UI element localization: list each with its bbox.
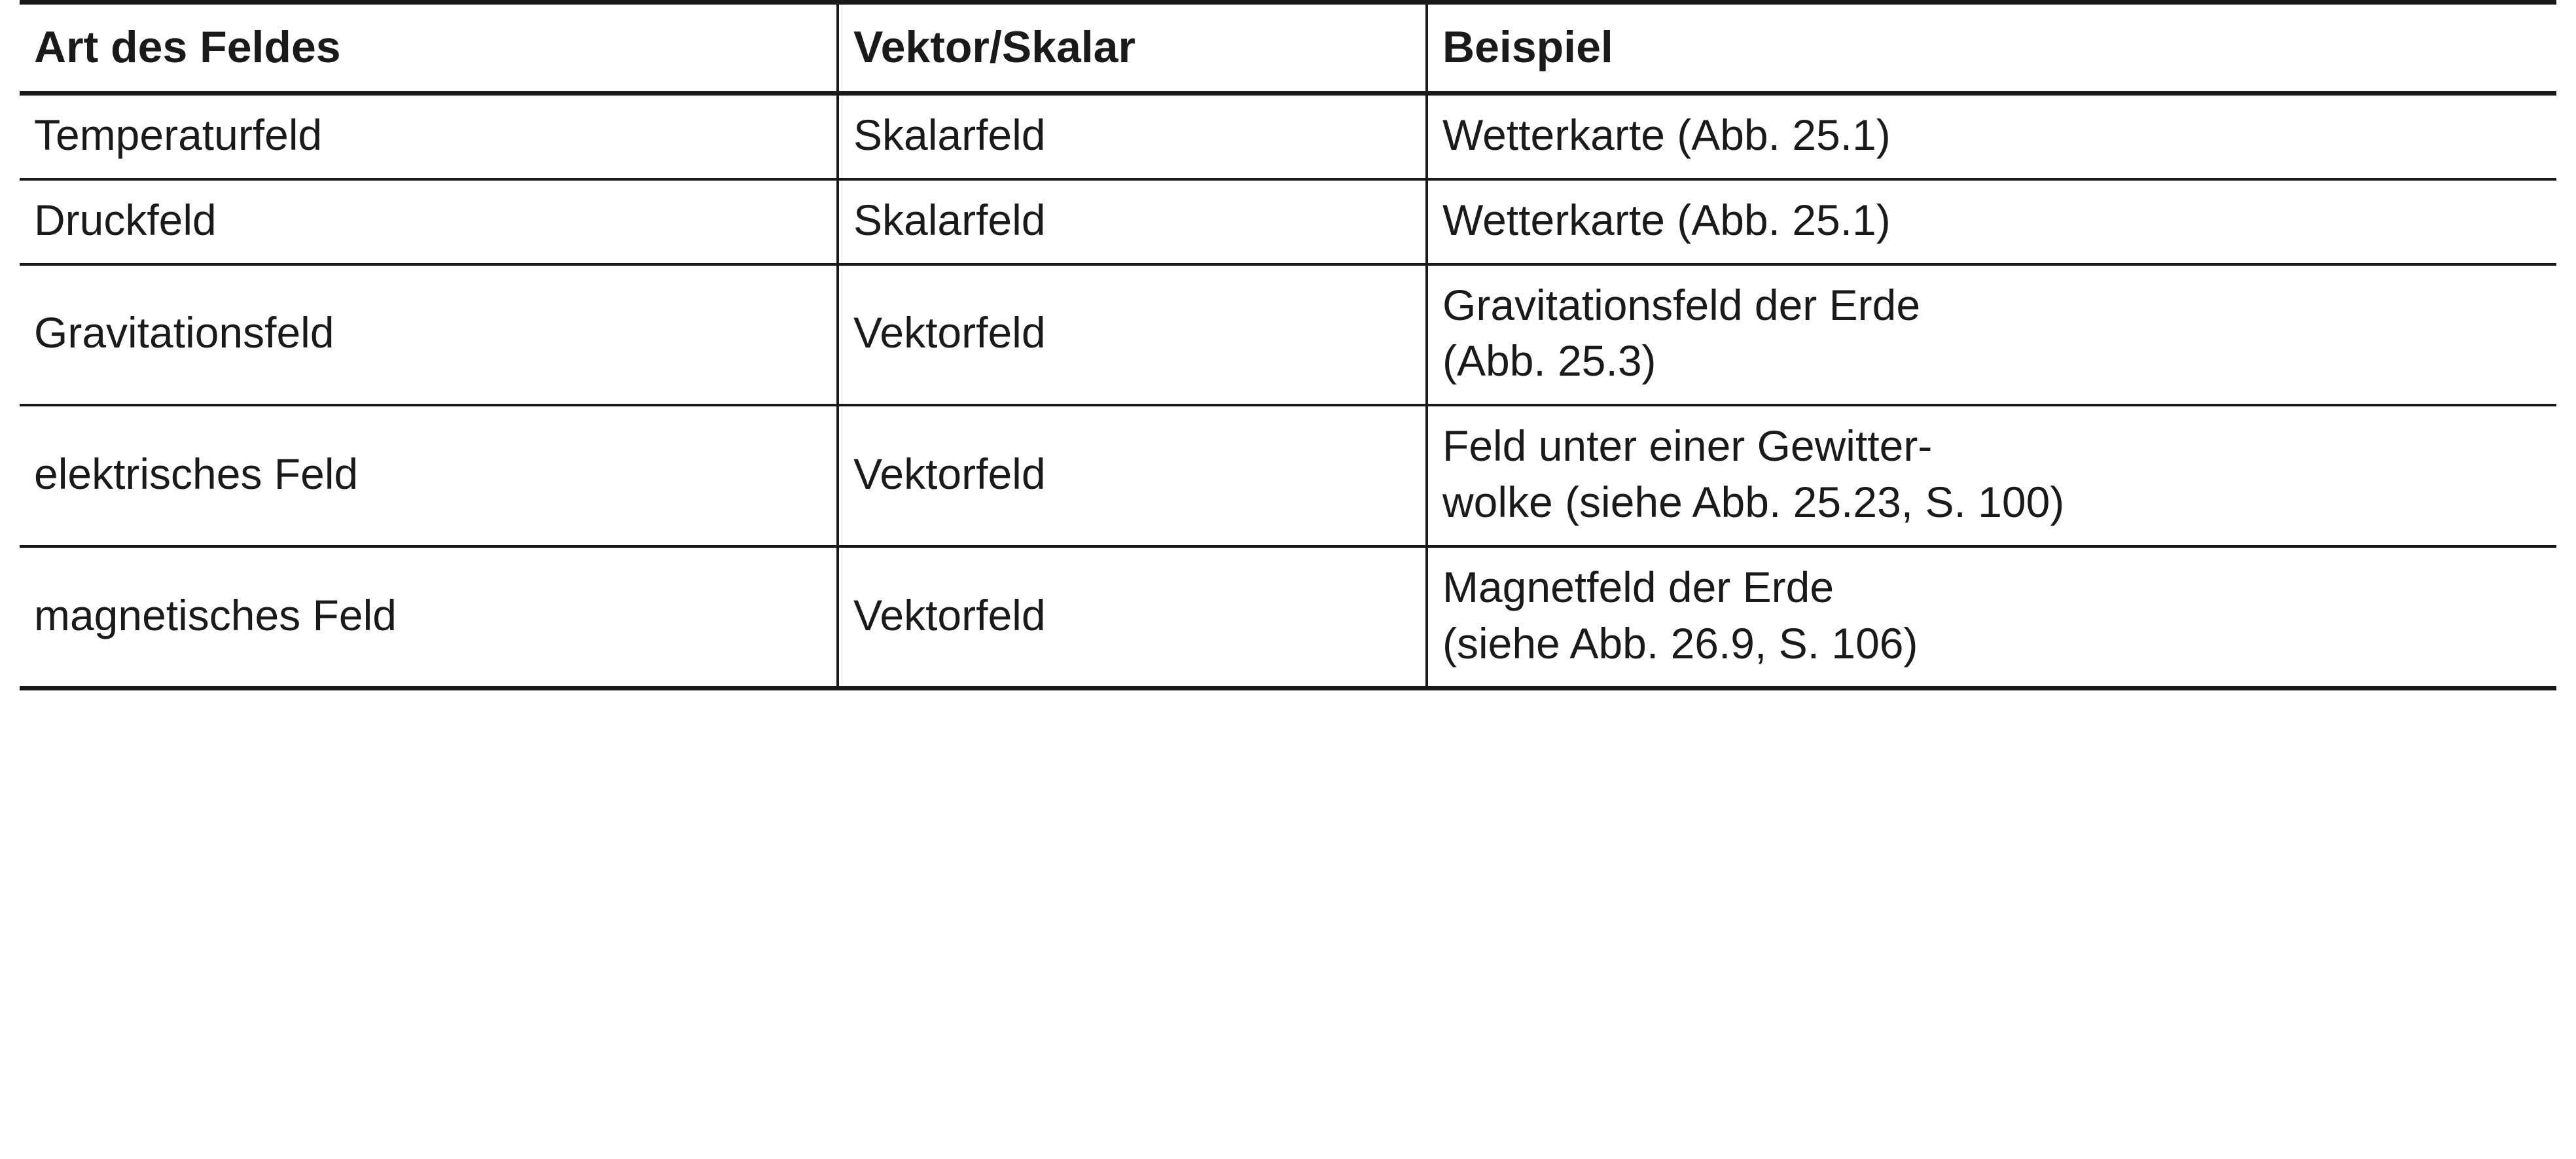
table-row: [20, 264, 2556, 406]
cell-beispiel-line-1: Gravitationsfeld der Erde: [1442, 280, 1921, 329]
cell-beispiel-line-2: wolke (siehe Abb. 25.23, S. 100): [1442, 477, 2065, 526]
cell-art-des-feldes: magnetisches Feld: [20, 546, 838, 688]
table-row: [20, 405, 2556, 546]
cell-art-des-feldes: Gravitationsfeld: [20, 264, 838, 406]
table-row: [20, 94, 2556, 179]
cell-beispiel: [1427, 94, 2556, 179]
cell-vektor-skalar: Vektorfeld: [838, 264, 1427, 406]
column-header-vektor-skalar: Vektor/Skalar: [838, 3, 1427, 94]
cell-art-des-feldes: Temperaturfeld: [20, 94, 838, 179]
cell-vektor-skalar: Vektorfeld: [838, 546, 1427, 688]
cell-art-des-feldes: elektrisches Feld: [20, 405, 838, 546]
cell-art-des-feldes: Druckfeld: [20, 179, 838, 264]
cell-vektor-skalar: Vektorfeld: [838, 405, 1427, 546]
table-header-row: [20, 3, 2556, 94]
cell-vektor-skalar: Skalarfeld: [838, 94, 1427, 179]
cell-beispiel: [1427, 179, 2556, 264]
cell-beispiel: [1427, 405, 2556, 546]
field-types-table: [20, 0, 2556, 690]
cell-beispiel-line-2: (siehe Abb. 26.9, S. 106): [1442, 618, 1918, 668]
cell-beispiel-line-1: Magnetfeld der Erde: [1442, 562, 1834, 611]
cell-beispiel: [1427, 264, 2556, 406]
table-row: [20, 179, 2556, 264]
table-row: [20, 546, 2556, 688]
cell-beispiel-line-1: Wetterkarte (Abb. 25.1): [1442, 195, 1891, 244]
column-header-art-des-feldes: Art des Feldes: [20, 3, 838, 94]
column-header-beispiel: Beispiel: [1427, 3, 2556, 94]
cell-vektor-skalar: Skalarfeld: [838, 179, 1427, 264]
cell-beispiel: [1427, 546, 2556, 688]
cell-beispiel-line-1: Wetterkarte (Abb. 25.1): [1442, 111, 1891, 159]
cell-beispiel-line-2: (Abb. 25.3): [1442, 336, 1656, 385]
cell-beispiel-line-1: Feld unter einer Gewitter-: [1442, 421, 1933, 471]
